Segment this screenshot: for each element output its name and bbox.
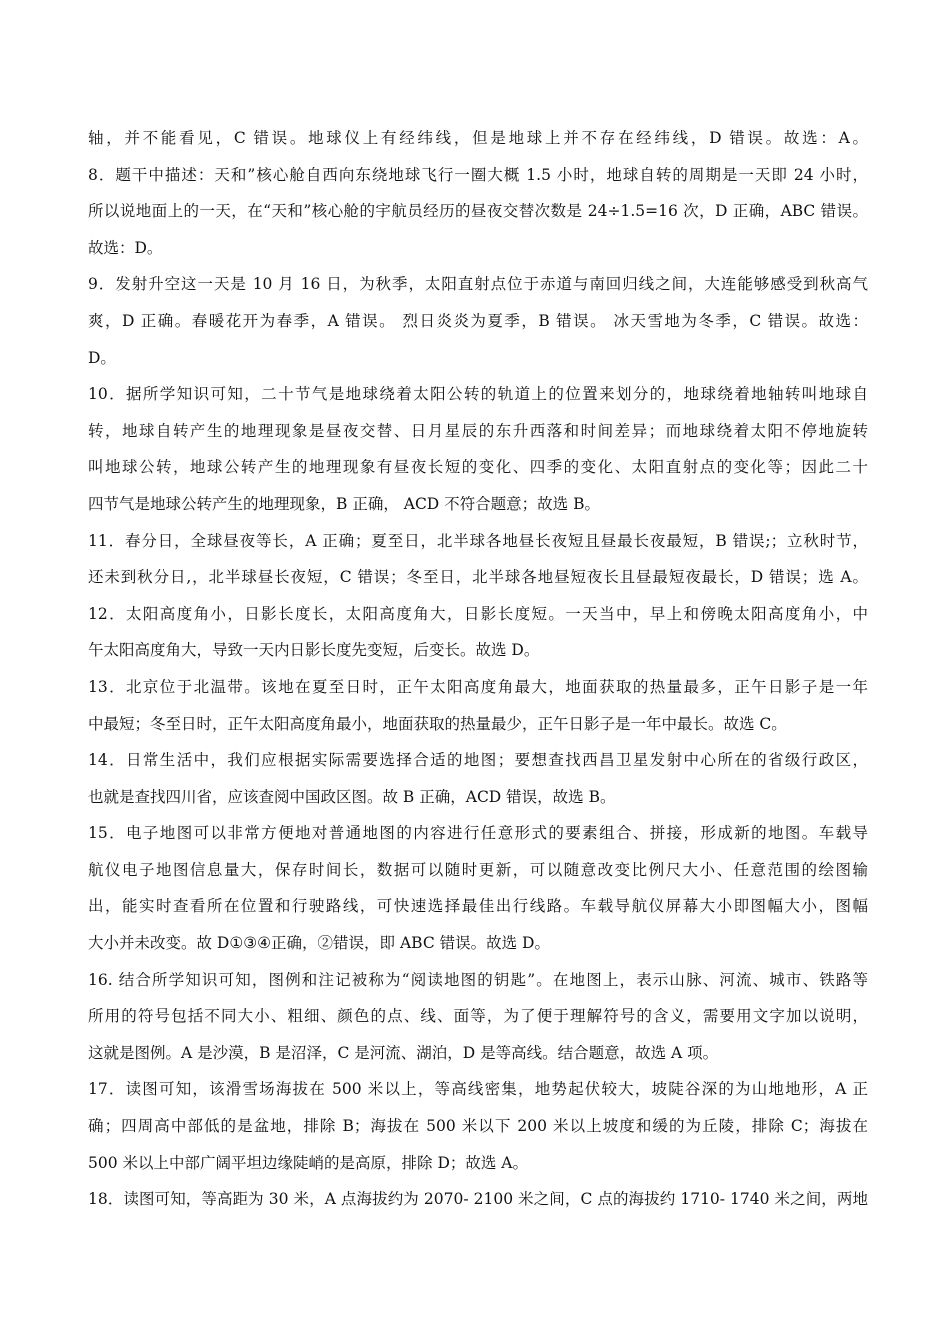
text-line-16: 13．北京位于北温带。该地在夏至日时，正午太阳高度角最大，地面获取的热量最多，正午日影子是一年 (88, 677, 868, 696)
text-line-4: 故选：D。 (88, 238, 163, 257)
text-line-17: 中最短；冬至日时，正午太阳高度角最小，地面获取的热量最少，正午日影子是一年中最长。故选 C。 (88, 714, 787, 733)
text-line-13: 还未到秋分日,，北半球昼长夜短，C 错误；冬至日，北半球各地昼短夜长且昼最短夜最长，D 错误；选 A。 (88, 568, 868, 587)
text-line-20: 15．电子地图可以非常方便地对普通地图的内容进行任意形式的要素组合、拼接，形成新的地图。车载导 (88, 824, 868, 843)
text-line-11: 四节气是地球公转产生的地理现象，B 正确， ACD 不符合题意；故选 B。 (88, 494, 600, 513)
text-line-5: 9．发射升空这一天是 10 月 16 日，为秋季，太阳直射点位于赤道与南回归线之间，大连能够感受到秋高气 (88, 275, 868, 294)
text-line-15: 午太阳高度角大，导致一天内日影长度先变短，后变长。故选 D。 (88, 641, 540, 660)
text-line-3: 所以说地面上的一天，在“天和”核心舱的宇航员经历的昼夜交替次数是 24÷1.5=16 次，D 正确，ABC 错误。 (88, 202, 868, 221)
text-line-26: 这就是图例。A 是沙漠，B 是沼泽，C 是河流、湖泊，D 是等高线。结合题意，故选 A 项。 (88, 1043, 719, 1062)
text-line-24: 16. 结合所学知识可知，图例和注记被称为“阅读地图的钥匙”。在地图上，表示山脉、河流、城市、铁路等 (88, 970, 868, 989)
text-line-2: 8．题干中描述：天和”核心舱自西向东绕地球飞行一圈大概 1.5 小时，地球自转的周期是一天即 24 小时， (88, 165, 868, 184)
text-line-8: 10．据所学知识可知，二十节气是地球绕着太阳公转的轨道上的位置来划分的，地球绕着地轴转叫地球自 (88, 385, 868, 404)
text-line-23: 大小并未改变。故 D①③④正确，②错误，即 ABC 错误。故选 D。 (88, 934, 550, 953)
text-line-30: 18．读图可知，等高距为 30 米，A 点海拔约为 2070- 2100 米之间，C 点的海拔约 1710- 1740 米之间，两地 (88, 1190, 868, 1209)
text-line-28: 确；四周高中部低的是盆地，排除 B；海拔在 500 米以下 200 米以上坡度和缓的为丘陵，排除 C；海拔在 (88, 1117, 868, 1136)
text-line-1: 轴，并不能看见，C 错误。地球仪上有经纬线，但是地球上并不存在经纬线，D 错误。故选：A。 (88, 129, 868, 147)
answer-explanations (88, 120, 868, 1218)
text-line-25: 所用的符号包括不同大小、粗细、颜色的点、线、面等，为了便于理解符号的含义，需要用文字加以说明， (88, 1007, 868, 1026)
text-line-10: 叫地球公转，地球公转产生的地理现象有昼夜长短的变化、四季的变化、太阳直射点的变化等；因此二十 (88, 458, 868, 477)
text-line-29: 500 米以上中部广阔平坦边缘陡峭的是高原，排除 D；故选 A。 (88, 1153, 528, 1172)
text-line-6: 爽，D 正确。春暖花开为春季，A 错误。 烈日炎炎为夏季，B 错误。 冰天雪地为冬季，C 错误。故选： (88, 311, 868, 330)
text-line-9: 转，地球自转产生的地理现象是昼夜交替、日月星辰的东升西落和时间差异；而地球绕着太阳不停地旋转 (88, 421, 868, 440)
text-line-18: 14．日常生活中，我们应根据实际需要选择合适的地图；要想查找西昌卫星发射中心所在的省级行政区， (88, 751, 868, 770)
text-line-27: 17．读图可知，该滑雪场海拔在 500 米以上，等高线密集，地势起伏较大，坡陡谷深的为山地地形，A 正 (88, 1080, 868, 1099)
text-line-22: 出，能实时查看所在位置和行驶路线，可快速选择最佳出行线路。车载导航仪屏幕大小即图幅大小，图幅 (88, 897, 868, 916)
text-line-21: 航仪电子地图信息量大，保存时间长，数据可以随时更新，可以随意改变比例尺大小、任意范围的绘图输 (88, 860, 868, 879)
text-line-19: 也就是查找四川省，应该查阅中国政区图。故 B 正确，ACD 错误，故选 B。 (88, 787, 616, 806)
text-line-12: 11．春分日，全球昼夜等长，A 正确；夏至日，北半球各地昼长夜短且昼最长夜最短，B 错误;；立秋时节， (88, 531, 868, 550)
text-line-14: 12．太阳高度角小，日影长度长，太阳高度角大，日影长度短。一天当中，早上和傍晚太阳高度角小，中 (88, 604, 868, 623)
text-line-7: D。 (88, 348, 116, 367)
